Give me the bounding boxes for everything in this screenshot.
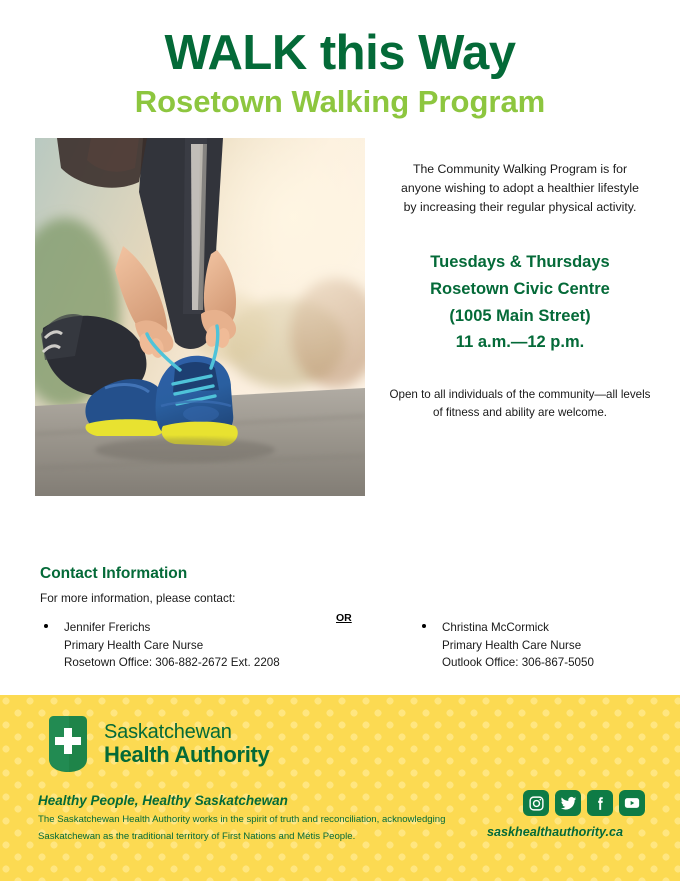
bullet-icon bbox=[44, 624, 48, 628]
list-item bbox=[418, 619, 668, 672]
logo-line-health-authority: Health Authority bbox=[104, 741, 270, 767]
contact-lead-text: For more information, please contact: bbox=[40, 591, 236, 605]
page-title: WALK this Way bbox=[164, 26, 516, 80]
twitter-icon[interactable] bbox=[555, 790, 581, 816]
sha-logo bbox=[45, 715, 270, 773]
page-subtitle: Rosetown Walking Program bbox=[134, 84, 546, 120]
contact-name: Christina McCormick bbox=[442, 621, 549, 634]
contact-role: Primary Health Care Nurse bbox=[64, 638, 204, 652]
contact-office: Rosetown Office: 306-882-2672 Ext. 2208 bbox=[64, 656, 280, 670]
social-links[interactable] bbox=[523, 790, 645, 816]
youtube-icon[interactable] bbox=[619, 790, 645, 816]
contact-list-right bbox=[418, 619, 668, 672]
contact-role: Primary Health Care Nurse bbox=[442, 638, 582, 652]
facebook-icon[interactable] bbox=[587, 790, 613, 816]
intro-paragraph: The Community Walking Program is for anyone wishing to adopt a healthier lifestyle by increasing their regular physical activity. bbox=[401, 162, 639, 215]
contact-office: Outlook Office: 306-867-5050 bbox=[442, 656, 594, 670]
footer-tagline: Healthy People, Healthy Saskatchewan bbox=[38, 793, 288, 808]
sha-logo-text bbox=[104, 721, 270, 767]
shield-cross-logo-icon bbox=[45, 715, 91, 773]
walking-shoes-photo bbox=[35, 138, 365, 496]
footer-banner bbox=[0, 695, 680, 881]
open-to-all-note: Open to all individuals of the community—all levels of fitness and ability are welcome. bbox=[389, 388, 651, 419]
info-column bbox=[385, 160, 655, 421]
photo-illustration bbox=[35, 138, 365, 496]
list-item bbox=[40, 619, 330, 672]
title-block bbox=[0, 0, 680, 122]
schedule-address: (1005 Main Street) bbox=[449, 306, 591, 325]
website-url[interactable]: saskhealthauthority.ca bbox=[487, 825, 624, 839]
contact-name: Jennifer Frerichs bbox=[64, 621, 151, 634]
land-acknowledgement: The Saskatchewan Health Authority works in the spirit of truth and reconciliation, acknowledging Saskatchewan as the traditional territory of First Nations and Métis People. bbox=[38, 814, 446, 842]
bullet-icon bbox=[422, 624, 426, 628]
logo-line-saskatchewan: Saskatchewan bbox=[104, 720, 232, 743]
instagram-icon[interactable] bbox=[523, 790, 549, 816]
schedule-venue: Rosetown Civic Centre bbox=[430, 280, 610, 299]
contact-heading: Contact Information bbox=[40, 565, 188, 582]
contact-list-left bbox=[40, 619, 330, 672]
or-separator: OR bbox=[336, 612, 352, 624]
schedule-time: 11 a.m.—12 p.m. bbox=[455, 333, 585, 352]
schedule-days: Tuesdays & Thursdays bbox=[430, 253, 610, 272]
schedule-block bbox=[385, 249, 655, 356]
